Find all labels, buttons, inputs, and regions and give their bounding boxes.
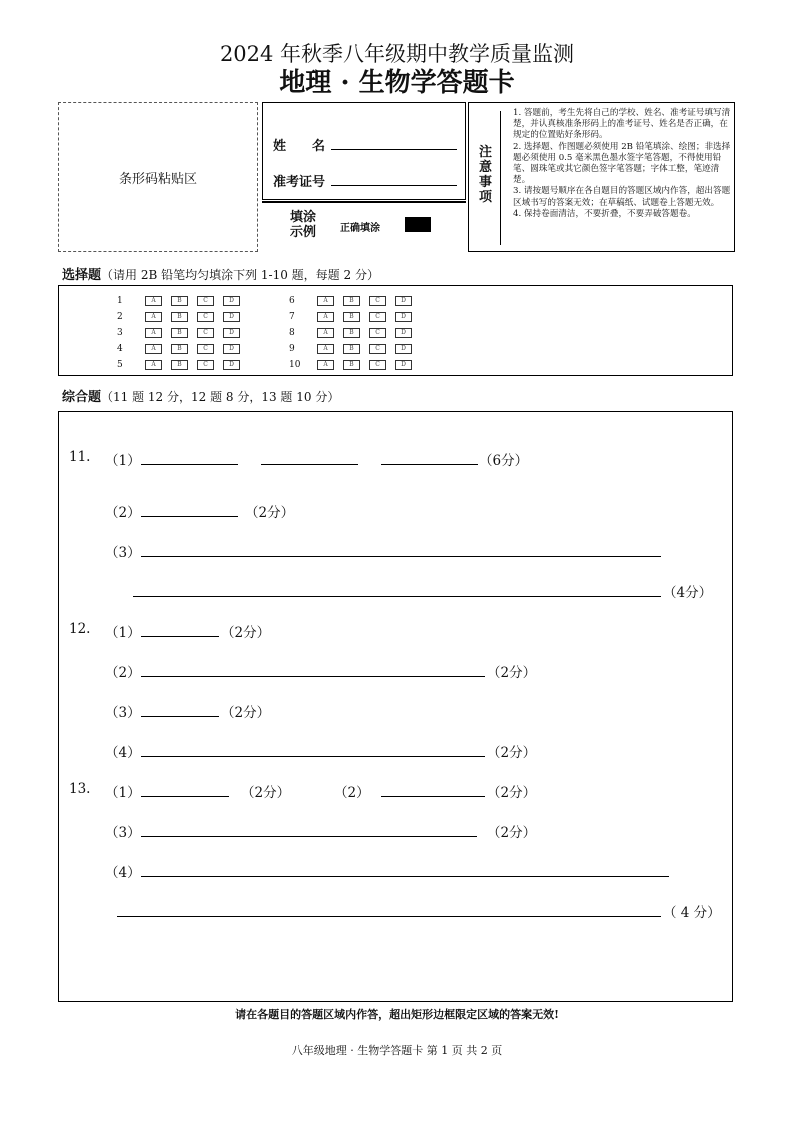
notice-item: 4. 保持卷面清洁，不要折叠，不要弄破答题卷。	[513, 208, 696, 219]
q13-part1-score: （2分）	[241, 785, 291, 801]
q13-part1-label: （1）	[105, 785, 141, 801]
mcq-option-bubble[interactable]: B	[171, 328, 188, 338]
q11-part2-blank[interactable]	[141, 516, 238, 517]
mcq-question-row	[117, 358, 249, 372]
mcq-option-bubble[interactable]: C	[197, 296, 214, 306]
mcq-option-bubble[interactable]: D	[395, 312, 412, 322]
mcq-option-bubble[interactable]: C	[369, 312, 386, 322]
notice-separator	[500, 111, 501, 245]
q11-part3-label: （3）	[105, 545, 141, 561]
mcq-question-number: 8	[289, 328, 295, 338]
q13-part4-blank-a[interactable]	[141, 876, 669, 877]
mcq-question-row	[117, 326, 249, 340]
mcq-option-bubble[interactable]: D	[395, 296, 412, 306]
mcq-option-bubble[interactable]: B	[343, 328, 360, 338]
mcq-question-number: 3	[117, 328, 123, 338]
mcq-question-number: 6	[289, 296, 295, 306]
mcq-option-bubble[interactable]: A	[145, 328, 162, 338]
mcq-option-bubble[interactable]: B	[343, 360, 360, 370]
q12-part4-score: （2分）	[487, 745, 537, 761]
answer-area-warning: 请在各题目的答题区域内作答，超出矩形边框限定区域的答案无效!	[235, 1008, 559, 1021]
mcq-question-row	[117, 294, 249, 308]
q11-part3-score: （4分）	[663, 585, 713, 601]
mcq-option-bubble[interactable]: D	[395, 328, 412, 338]
mcq-option-bubble[interactable]: C	[369, 344, 386, 354]
q13-part2-score: （2分）	[487, 785, 537, 801]
q13-number: 13.	[69, 781, 91, 797]
divider	[262, 201, 466, 203]
q12-part1-label: （1）	[105, 625, 141, 641]
correct-fill-label: 正确填涂	[340, 223, 380, 234]
mcq-option-bubble[interactable]: B	[171, 312, 188, 322]
comprehensive-answer-box	[58, 411, 733, 1002]
name-field[interactable]	[331, 149, 457, 150]
mcq-option-bubble[interactable]: A	[317, 312, 334, 322]
q13-part3-label: （3）	[105, 825, 141, 841]
mcq-option-bubble[interactable]: B	[343, 296, 360, 306]
q12-part3-score: （2分）	[221, 705, 271, 721]
mcq-option-bubble[interactable]: D	[223, 312, 240, 322]
notice-item: 1. 答题前，考生先将自己的学校、姓名、准考证号填写清楚，并认真核准条形码上的准考证号、姓名是否正确，在规定的位置贴好条形码。	[513, 108, 731, 141]
fill-example-label: 填涂 示例	[290, 210, 317, 240]
q12-part4-label: （4）	[105, 745, 141, 761]
mcq-option-bubble[interactable]: C	[369, 360, 386, 370]
mcq-question-number: 5	[117, 360, 123, 370]
name-label: 姓 名	[273, 139, 326, 154]
mcq-question-number: 9	[289, 344, 295, 354]
q13-part4-label: （4）	[105, 865, 141, 881]
filled-sample-box	[405, 217, 431, 232]
student-info-box	[262, 102, 466, 200]
mcq-question-row	[289, 310, 421, 324]
answer-sheet-title: 地理 · 生物学答题卡	[279, 68, 515, 98]
mcq-question-number: 4	[117, 344, 123, 354]
barcode-label: 条形码粘贴区	[118, 171, 197, 187]
q11-part1-blank-a[interactable]	[141, 464, 238, 465]
mcq-section-label: 选择题（请用 2B 铅笔均匀填涂下列 1-10 题，每题 2 分）	[62, 268, 379, 283]
q12-part2-score: （2分）	[487, 665, 537, 681]
q11-part1-score: （6分）	[479, 453, 529, 469]
mcq-option-bubble[interactable]: B	[171, 360, 188, 370]
notice-list	[513, 108, 731, 220]
mcq-question-row	[289, 326, 421, 340]
q11-part1-blank-c[interactable]	[381, 464, 478, 465]
q11-number: 11.	[69, 449, 91, 465]
mcq-option-bubble[interactable]: D	[223, 296, 240, 306]
mcq-question-row	[117, 310, 249, 324]
mcq-option-bubble[interactable]: B	[343, 312, 360, 322]
q11-part3-blank-a[interactable]	[141, 556, 661, 557]
mcq-option-bubble[interactable]: B	[343, 344, 360, 354]
q13-part4-blank-b[interactable]	[117, 916, 661, 917]
mcq-question-number: 2	[117, 312, 123, 322]
mcq-option-bubble[interactable]: A	[145, 296, 162, 306]
q12-part1-blank[interactable]	[141, 636, 219, 637]
mcq-option-bubble[interactable]: A	[145, 360, 162, 370]
notice-heading: 注意事项	[479, 145, 493, 205]
mcq-option-bubble[interactable]: C	[197, 360, 214, 370]
mcq-question-row	[289, 294, 421, 308]
page-footer: 八年级地理 · 生物学答题卡 第 1 页 共 2 页	[291, 1044, 503, 1057]
q12-part2-label: （2）	[105, 665, 141, 681]
mcq-question-number: 1	[117, 296, 123, 306]
mcq-option-bubble[interactable]: C	[369, 296, 386, 306]
mcq-option-bubble[interactable]: C	[197, 312, 214, 322]
mcq-option-bubble[interactable]: C	[197, 344, 214, 354]
q11-part1-blank-b[interactable]	[261, 464, 358, 465]
q11-part2-score: （2分）	[245, 505, 295, 521]
mcq-option-bubble[interactable]: A	[317, 296, 334, 306]
mcq-option-bubble[interactable]: A	[317, 360, 334, 370]
q12-part2-blank[interactable]	[141, 676, 485, 677]
mcq-option-bubble[interactable]: D	[223, 344, 240, 354]
barcode-area	[58, 102, 258, 252]
notice-box	[468, 102, 735, 252]
q11-part2-label: （2）	[105, 505, 141, 521]
mcq-option-bubble[interactable]: B	[171, 344, 188, 354]
mcq-option-bubble[interactable]: D	[223, 328, 240, 338]
q12-part3-blank[interactable]	[141, 716, 219, 717]
comprehensive-section-label: 综合题（11 题 12 分，12 题 8 分，13 题 10 分）	[62, 390, 340, 405]
mcq-option-bubble[interactable]: C	[369, 328, 386, 338]
mcq-option-bubble[interactable]: A	[317, 344, 334, 354]
mcq-question-number: 10	[289, 360, 301, 370]
mcq-question-row	[117, 342, 249, 356]
mcq-option-bubble[interactable]: A	[145, 312, 162, 322]
notice-item: 3. 请按题号顺序在各自题目的答题区域内作答，超出答题区域书写的答案无效；在草稿纸、试题卷上答题无效。	[513, 186, 731, 208]
mcq-option-bubble[interactable]: C	[197, 328, 214, 338]
exam-id-label: 准考证号	[273, 175, 326, 190]
mcq-option-bubble[interactable]: D	[223, 360, 240, 370]
exam-id-field[interactable]	[331, 185, 457, 186]
q12-number: 12.	[69, 621, 91, 637]
q13-part3-blank[interactable]	[141, 836, 477, 837]
exam-title: 2024 年秋季八年级期中教学质量监测	[219, 42, 575, 66]
q12-part4-blank[interactable]	[141, 756, 485, 757]
mcq-option-bubble[interactable]: A	[145, 344, 162, 354]
q13-part1-blank[interactable]	[141, 796, 229, 797]
notice-item: 2. 选择题、作图题必须使用 2B 铅笔填涂、绘图；非选择题必须使用 0.5 毫米黑色墨水签字笔答题，不得使用铅笔、圆珠笔或其它颜色签字笔答题；字体工整，笔迹清楚。	[513, 141, 731, 186]
mcq-box	[58, 285, 733, 376]
q13-part2-label: （2）	[334, 785, 370, 801]
mcq-question-row	[289, 342, 421, 356]
mcq-option-bubble[interactable]: D	[395, 360, 412, 370]
mcq-option-bubble[interactable]: D	[395, 344, 412, 354]
q12-part3-label: （3）	[105, 705, 141, 721]
q13-part4-score: （ 4 分）	[663, 905, 721, 921]
mcq-option-bubble[interactable]: B	[171, 296, 188, 306]
mcq-question-row	[289, 358, 421, 372]
q13-part3-score: （2分）	[487, 825, 537, 841]
mcq-question-number: 7	[289, 312, 295, 322]
q12-part1-score: （2分）	[221, 625, 271, 641]
q11-part3-blank-b[interactable]	[133, 596, 661, 597]
q11-part1-label: （1）	[105, 453, 141, 469]
q13-part2-blank[interactable]	[381, 796, 485, 797]
mcq-option-bubble[interactable]: A	[317, 328, 334, 338]
